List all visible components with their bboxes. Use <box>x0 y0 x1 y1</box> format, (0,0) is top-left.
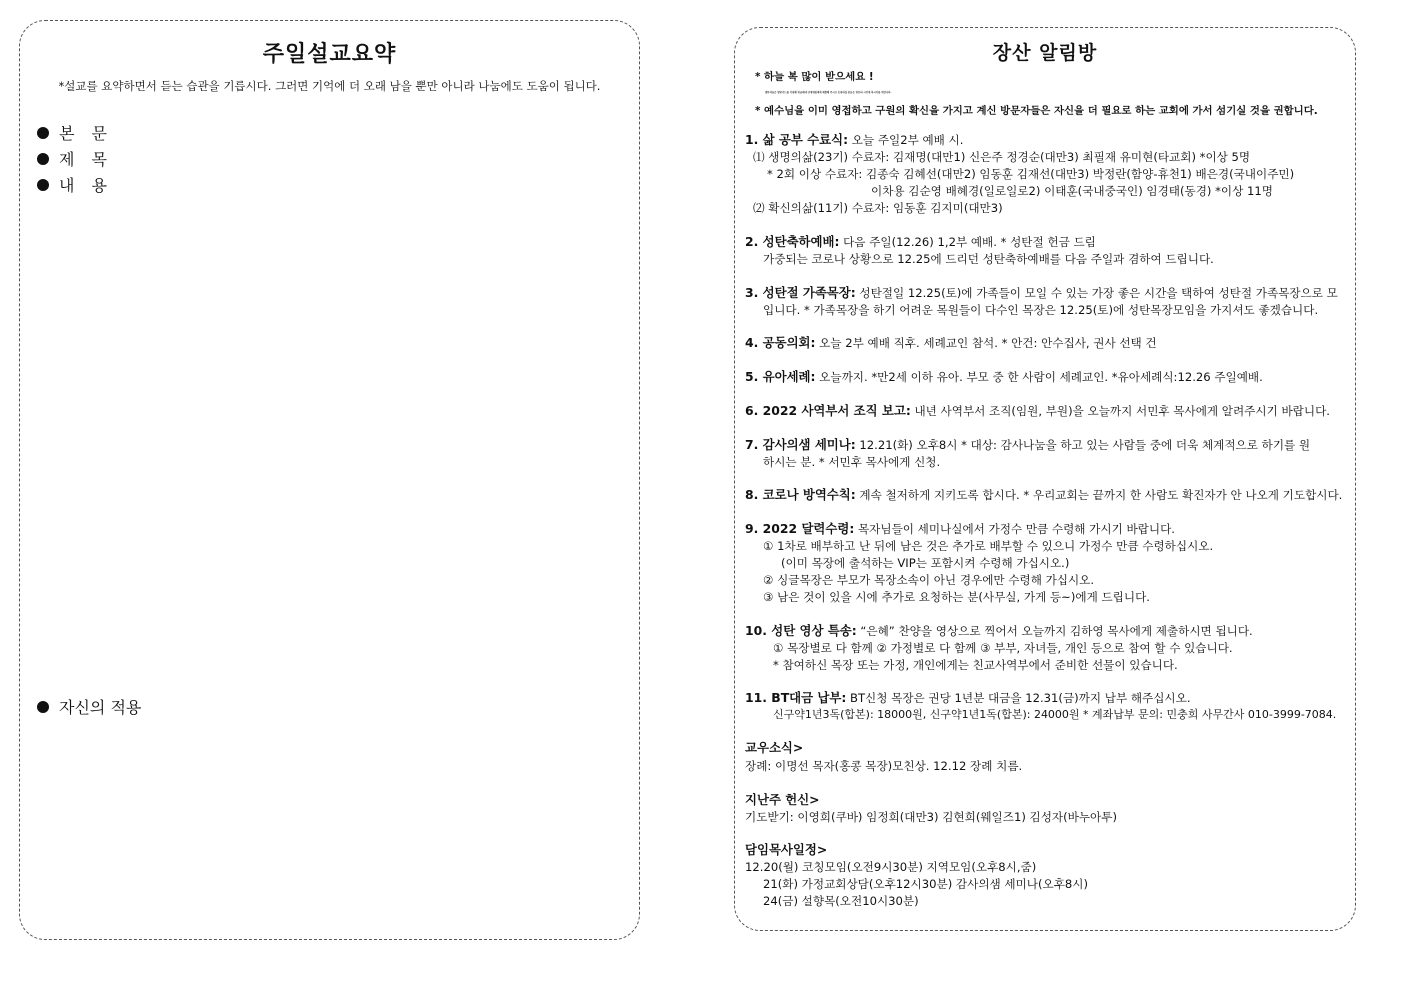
announcement-10-line2: ① 목장별로 다 함께 ② 가정별로 다 함께 ③ 부부, 자녀들, 개인 등으로 참여 할 수 있습니다. <box>773 641 1233 655</box>
announcement-6-head: 6. 2022 사역부서 조직 보고: <box>745 403 911 418</box>
announcements-title: 장산 알림방 <box>992 42 1098 64</box>
sermon-summary-note: *설교를 요약하면서 듣는 습관을 기릅시다. 그러면 기억에 더 오래 남을 뿐만 아니라 나눔에도 도움이 됩니다. <box>58 79 601 93</box>
announcement-10-head: 10. 성탄 영상 특송: <box>745 623 857 638</box>
sermon-summary-title: 주일설교요약 <box>262 42 397 67</box>
announcement-1-head: 1. 삶 공부 수료식: <box>745 132 849 147</box>
announcement-9 <box>745 521 1175 537</box>
bullet-application <box>37 695 141 718</box>
section-dedication-head: 지난주 헌신> <box>745 792 820 807</box>
announcement-7-head: 7. 감사의샘 세미나: <box>745 437 856 452</box>
visitor-notice-line2: 방문자들은 방문카드를 기록해 헌금대에 안내위원에게 제출해 주시고 등록하실 분들은 헌신의 시간에 하시기를 바랍니다. <box>765 91 892 94</box>
section-dedication-line1: 기도받기: 이영희(쿠바) 임정희(대만3) 김현희(웨일즈1) 김성자(바누아투) <box>745 810 1117 824</box>
announcement-3 <box>745 285 1338 301</box>
section-member-news-head: 교우소식> <box>745 740 804 755</box>
announcement-10-line3: * 참여하신 목장 또는 가정, 개인에게는 친교사역부에서 준비한 선물이 있습니다. <box>773 658 1178 672</box>
announcement-8-text: 계속 철저하게 지키도록 합시다. * 우리교회는 끝까지 한 사람도 확진자가 안 나오게 기도합시다. <box>855 488 1343 502</box>
bullet-icon <box>37 701 49 713</box>
section-pastor-schedule-line1: 12.20(월) 코칭모임(오전9시30분) 지역모임(오후8시,줌) <box>745 860 1037 874</box>
announcement-2 <box>745 234 1096 250</box>
announcement-1-line5: ⑵ 확신의삶(11기) 수료자: 임동훈 김지미(대만3) <box>753 201 1003 215</box>
announcement-4 <box>745 335 1157 351</box>
announcement-1 <box>745 132 963 148</box>
announcement-8 <box>745 487 1342 503</box>
announcement-4-head: 4. 공동의회: <box>745 335 816 350</box>
section-member-news-line1: 장례: 이명선 목자(홍콩 목장)모친상. 12.12 장례 치름. <box>745 759 1023 773</box>
announcement-11 <box>745 690 1191 706</box>
announcement-9-line5: ③ 남은 것이 있을 시에 추가로 요청하는 분(사무실, 가게 등~)에게 드립니다. <box>763 590 1150 604</box>
announcement-11-text: BT신청 목장은 권당 1년분 대금을 12.31(금)까지 납부 해주십시오. <box>846 691 1191 705</box>
announcement-9-text: 목자님들이 세미나실에서 가정수 만큼 수령해 가시기 바랍니다. <box>854 522 1175 536</box>
announcement-2-line2: 가중되는 코로나 상황으로 12.25에 드리던 성탄축하예배를 다음 주일과 겸하여 드립니다. <box>763 252 1214 266</box>
announcement-11-head: 11. BT대금 납부: <box>745 690 847 705</box>
announcement-9-head: 9. 2022 달력수령: <box>745 521 855 536</box>
announcement-5-head: 5. 유아세례: <box>745 369 816 384</box>
bullet-icon <box>37 153 49 165</box>
section-pastor-schedule-head: 담임목사일정> <box>745 842 828 857</box>
announcement-2-head: 2. 성탄축하예배: <box>745 234 840 249</box>
bullet-content <box>37 173 113 196</box>
bullet-label: 제 목 <box>59 150 113 169</box>
announcement-1-line3: * 2회 이상 수료자: 김종숙 김혜선(대만2) 임동훈 김재선(대만3) 박정란(함양-휴천1) 배은경(국내이주민) <box>767 167 1295 181</box>
announcement-6-text: 내년 사역부서 조직(임원, 부원)을 오늘까지 서민후 목사에게 알려주시기 바랍니다. <box>910 404 1330 418</box>
section-pastor-schedule-line2: 21(화) 가정교회상담(오후12시30분) 감사의샘 세미나(오후8시) <box>763 877 1089 891</box>
announcement-10 <box>745 623 1253 639</box>
bullet-label: 내 용 <box>59 176 113 195</box>
bullet-icon <box>37 127 49 139</box>
announcement-2-text: 다음 주일(12.26) 1,2부 예배. * 성탄절 헌금 드림 <box>839 235 1096 249</box>
bullet-title <box>37 147 113 170</box>
sermon-summary-panel <box>19 20 640 940</box>
announcement-9-line4: ② 싱글목장은 부모가 목장소속이 아닌 경우에만 수령해 가십시오. <box>763 573 1095 587</box>
visitor-notice-line3: * 예수님을 이미 영접하고 구원의 확신을 가지고 계신 방문자들은 자신을 더 필요로 하는 교회에 가서 섬기실 것을 권합니다. <box>755 105 1318 117</box>
announcement-1-line4: 이차용 김순영 배혜경(일로일로2) 이태훈(국내중국인) 임경태(동경) *이상 11명 <box>871 184 1273 198</box>
bullet-label: 자신의 적용 <box>59 698 142 717</box>
announcement-6 <box>745 403 1330 419</box>
announcement-7-text: 12.21(화) 오후8시 * 대상: 감사나눔을 하고 있는 사람들 중에 더욱 체계적으로 하기를 원 <box>855 438 1311 452</box>
section-pastor-schedule-line3: 24(금) 설향목(오전10시30분) <box>763 894 919 908</box>
announcement-7-line2: 하시는 분. * 서민후 목사에게 신청. <box>763 455 941 469</box>
announcement-11-line2: 신구약1년3독(합본): 18000원, 신구약1년1독(합본): 24000원 * 계좌납부 문의: 민충희 사무간사 010-3999-7084. <box>773 708 1337 721</box>
announcement-9-line3: (이미 목장에 출석하는 VIP는 포함시켜 수령해 가십시오.) <box>781 556 1070 570</box>
bullet-label: 본 문 <box>59 124 113 143</box>
announcement-10-text: “은혜” 찬양을 영상으로 찍어서 오늘까지 김하영 목사에게 제출하시면 됩니다. <box>856 624 1253 638</box>
announcement-1-text: 오늘 주일2부 예배 시. <box>848 133 964 147</box>
announcement-8-head: 8. 코로나 방역수칙: <box>745 487 856 502</box>
visitor-notice-line1: * 하늘 복 많이 받으세요 ! <box>755 71 874 83</box>
bullet-icon <box>37 179 49 191</box>
announcement-3-line2: 입니다. * 가족목장을 하기 어려운 목원들이 다수인 목장은 12.25(토)에 성탄목장모임을 가지셔도 좋겠습니다. <box>763 303 1319 317</box>
announcement-1-line2: ⑴ 생명의삶(23기) 수료자: 김재명(대만1) 신은주 정경순(대만3) 최필재 유미현(타교회) *이상 5명 <box>753 150 1251 164</box>
announcement-5-text: 오늘까지. *만2세 이하 유아. 부모 중 한 사람이 세례교인. *유아세례식:12.26 주일예배. <box>815 370 1263 384</box>
announcement-3-text: 성탄절일 12.25(토)에 가족들이 모일 수 있는 가장 좋은 시간을 택하여 성탄절 가족목장으로 모 <box>855 286 1338 300</box>
announcements-panel <box>734 27 1356 931</box>
announcement-7 <box>745 437 1310 453</box>
announcement-3-head: 3. 성탄절 가족목장: <box>745 285 856 300</box>
announcement-5 <box>745 369 1263 385</box>
announcement-9-line2: ① 1차로 배부하고 난 뒤에 남은 것은 추가로 배부할 수 있으니 가정수 만큼 수령하십시오. <box>763 539 1214 553</box>
announcement-4-text: 오늘 2부 예배 직후. 세례교인 참석. * 안건: 안수집사, 권사 선택 건 <box>815 336 1157 350</box>
bullet-scripture <box>37 121 113 144</box>
